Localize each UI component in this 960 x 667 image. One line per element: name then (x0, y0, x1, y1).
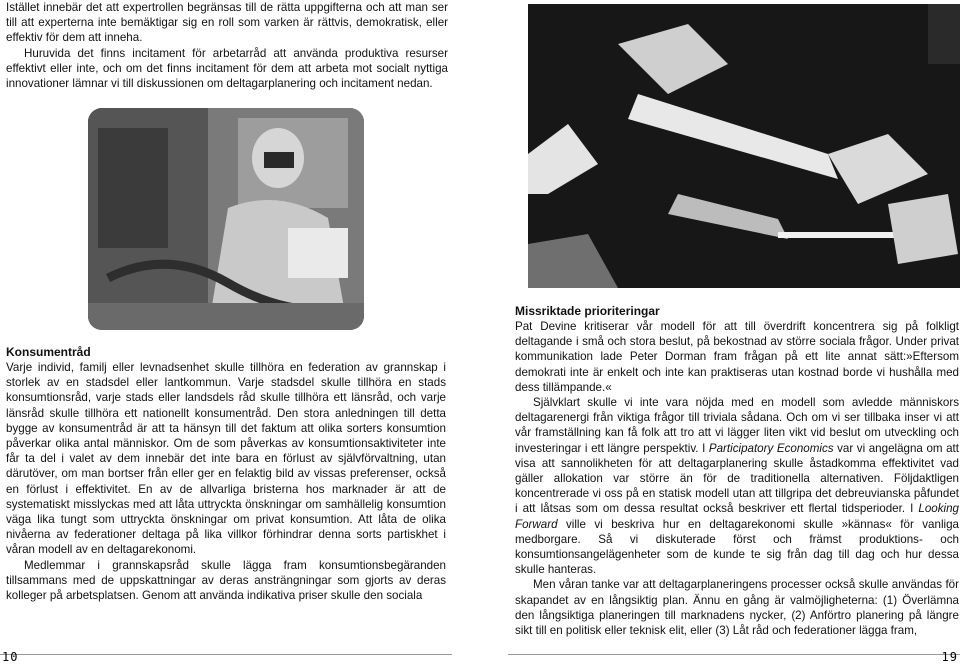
hands-machine-photo (528, 4, 960, 288)
page-number-right: 19 (941, 650, 958, 664)
paragraph: Istället innebär det att expertrollen begränsas till de rätta uppgifterna och att man ser till att experterna inte bemäktigar sig en roll som varken är rättvis, demokratisk, eller effektiv för dem att inneha. (6, 1, 448, 45)
priorities-section (515, 304, 959, 638)
paragraph: Men våran tanke var att deltagarplaneringens processer också skulle användas för skapandet av en långsiktig plan. Ännu en gång är valmöjligheterna: (1) Överlämna den långsiktiga planeringen till marknadens nycker, (2) Anförtro planering på längre sikt till en politisk eller teknisk elit, eller (3) Låt råd och federationer lägga fram, (515, 578, 959, 638)
paragraph: Huruvida det finns incitament för arbetarråd att använda produktiva resurser effektivt eller inte, och om det finns incitament för dem att arbeta mot socialt nyttiga innovationer lämnar vi till diskussionen om deltagarplanering och incitament nedan. (6, 46, 448, 91)
paragraph: Medlemmar i grannskapsråd skulle lägga fram konsumtionsbegäranden tillsammans med de uppskattningar av deras ansträngningar som gjorts av deras kolleger på arbetsplatsen. Genom att använda indikativa priser skulle den sociala (6, 558, 446, 603)
left-top-text (6, 0, 448, 91)
factory-worker-photo (88, 108, 364, 330)
section-heading: Missriktade prioriteringar (515, 304, 660, 318)
book-title: Looking Forward (515, 502, 959, 531)
book-title: Participatory Economics (708, 441, 834, 455)
paragraph (515, 395, 959, 577)
text-run: ville vi beskriva hur en deltagarekonomi skulle »kännas« för vanliga medborgare. Så vi diskuterade först och främst produktions- och konsumtionsangelägenheter som de kunde te sig från dag till dag och hur dessa skulle hanteras. (515, 517, 959, 577)
section-heading: Konsumentråd (6, 345, 91, 359)
footer-rule (508, 654, 960, 655)
text-run: Självklart skulle vi inte vara nöjda med en modell som avledde människors deltagarenergi från viktiga frågor till triviala sådana. Och om vi ser tillbaka inser vi att vår framställning kan få folk att tro att vi lägger liten vikt vid beslut om utveckling och investeringar i ett längre perspektiv. I (515, 396, 959, 455)
page-number-left: 10 (2, 650, 19, 664)
photo-illustration (528, 4, 960, 288)
footer-rule (0, 654, 452, 655)
consumer-council-section (6, 345, 446, 603)
paragraph: Varje individ, familj eller levnadsenhet skulle tillhöra en federation av grannskap i storlek av en stadsdel eller lantkommun. Varje stadsdel skulle tillhöra en stads konsumtionsråd, varje stads eller landsdels råd skulle tillhöra ett länsråd, och varje länsråd skulle tillhöra ett nationellt konsumentråd. Den stora anledningen till detta bygge av konsumentråd är att ta hänsyn till det faktum att olika sorters konsumtion påverkar olika antal människor. Om de som påverkas av konsumtionsaktiviteter inte får ta del i valet av dem innebär det inte bara en förlust av självförvaltning, utan därutöver, om man bortser från eller ger en felaktig bild av vissas preferenser, också en förlust i effektivitet. En av de allvarliga bristerna hos marknader är att de systematiskt misslyckas med att låta uttryckta önskningar om samhällelig konsumtion väga lika tungt som uttryckta önskningar om privat konsumtion. Att låta de olika nivåerna av federationer deltaga på lika villkor förhindrar denna sorts partiskhet i våran modell av en deltagarekonomi. (6, 361, 446, 557)
photo-illustration (88, 108, 364, 330)
text-run: var vi angelägna om att visa att sannolikheten för att deltagarplanering skulle åstadkomma effektivitet vad gäller allokation var större än för de traditionella alternativen. Följdaktligen koncentrerade vi oss på en statisk modell utan att tillgripa det debreuvianska påfundet i att låtsas som om dessa resultat också beskriver ett flertal tidsperioder. I (515, 441, 959, 516)
paragraph: Pat Devine kritiserar vår modell för att till överdrift koncentrera sig på folkligt deltagande i små och stora beslut, på bekostnad av större sociala frågor. Under privat kommunikation lade Peter Dorman fram frågan på ett lite annat sätt:»Eftersom demokrati inte är enkelt och inte kan praktiseras utan kostnad borde vi hushålla med dess tillämpande.« (515, 320, 959, 394)
